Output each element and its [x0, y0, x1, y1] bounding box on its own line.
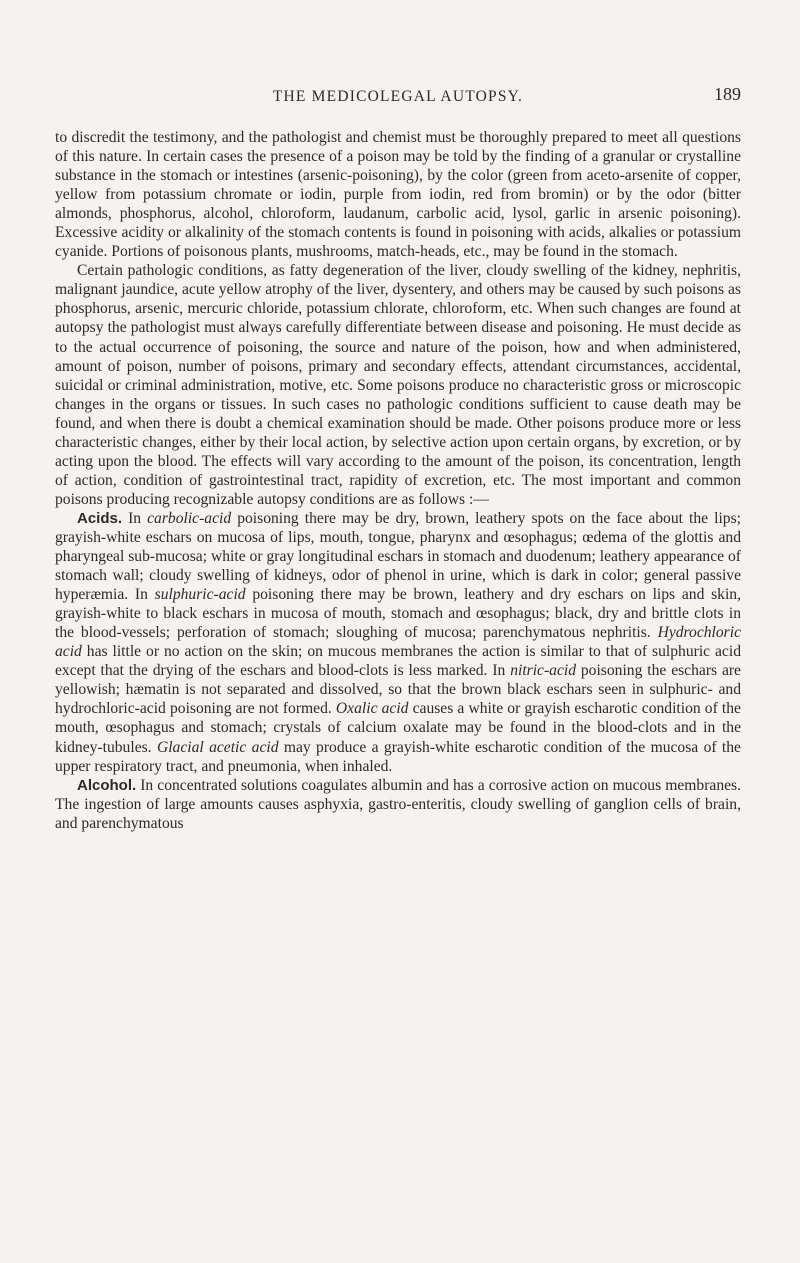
acids-text-5: poisoning the eschars are yellowish; hæmatin is not separated and dissolved, so that the brown black eschars seen in sulphuric- and hydrochloric-acid poisoning are not formed. — [55, 662, 741, 718]
running-title: THE MEDICOLEGAL AUTOPSY. — [272, 88, 524, 105]
acids-term-nitric: nitric-acid — [510, 662, 577, 680]
acids-heading: Acids. — [77, 509, 123, 527]
page-number: 189 — [714, 84, 741, 104]
page-header — [55, 84, 741, 118]
body-text — [55, 128, 741, 833]
acids-term-hydrochloric: Hydrochloric acid — [55, 624, 741, 661]
alcohol-text: In concentrated solutions coagulates albumin and has a corrosive action on mucous membranes. The ingestion of large amounts causes asphyxia, gastro-enteritis, cloudy swelling of ganglion cells of brain, and parenchymatous — [55, 776, 741, 832]
acids-text-7: may produce a grayish-white escharotic condition of the mucosa of the upper respiratory tract, and pneumonia, when inhaled. — [55, 738, 741, 775]
acids-text-3: poisoning there may be brown, leathery and dry eschars on lips and skin, grayish-white to black eschars in mucosa of mouth, stomach and œsophagus; black, dry and brittle clots in the blood-vessels; perforation of stomach; sloughing of mucosa; parenchymatous nephritis. — [55, 586, 741, 642]
acids-term-sulphuric: sulphuric-acid — [154, 586, 246, 604]
alcohol-heading: Alcohol. — [77, 776, 137, 794]
acids-term-oxalic: Oxalic acid — [335, 700, 409, 718]
paragraph-poison-detection: to discredit the testimony, and the pathologist and chemist must be thoroughly prepared to meet all questions of this nature. In certain cases the presence of a poison may be told by the finding of a granular or crystalline substance in the stomach or intestines (arsenic-poisoning), by the color (green from aceto-arsenite of copper, yellow from potassium chromate or iodin, purple from iodin, red from bromin) or by the odor (bitter almonds, phosphorus, alcohol, chloroform, laudanum, carbolic acid, lysol, garlic in arsenic poisoning). Excessive acidity or alkalinity of the stomach contents is found in poisoning with acids, alkalies or potassium cyanide. Portions of poisonous plants, mushrooms, match-heads, etc., may be found in the stomach. — [55, 129, 741, 261]
acids-text-6: causes a white or grayish escharotic condition of the mouth, œsophagus and stomach; crystals of calcium oxalate may be found in the blood-clots and in the kidney-tubules. — [55, 700, 741, 756]
section-alcohol — [55, 776, 741, 833]
acids-text-2: poisoning there may be dry, brown, leathery spots on the face about the lips; grayish-white eschars on mucosa of lips, mouth, tongue, pharynx and œsophagus; œdema of the glottis and pharyngeal sub-mucosa; white or gray longitudinal eschars in stomach and duodenum; leathery appearance of stomach wall; cloudy swelling of kidneys, odor of phenol in urine, which is dark in color; general passive hyperæmia. In — [55, 509, 741, 604]
acids-text-4: has little or no action on the skin; on mucous membranes the action is similar to that of sulphuric acid except that the drying of the eschars and blood-clots is less marked. In — [55, 643, 741, 680]
acids-term-acetic: Glacial acetic acid — [156, 738, 279, 756]
section-acids — [55, 509, 741, 776]
book-page — [55, 84, 741, 833]
paragraph-pathologic-conditions: Certain pathologic conditions, as fatty degeneration of the liver, cloudy swelling of the kidney, nephritis, malignant jaundice, acute yellow atrophy of the liver, dysentery, and others may be caused by such poisons as phosphorus, arsenic, mercuric chloride, potassium chlorate, chloroform, etc. When such changes are found at autopsy the pathologist must always carefully differentiate between disease and poisoning. He must decide as to the actual occurrence of poisoning, the source and nature of the poison, how and when administered, amount of poison, number of poisons, primary and secondary effects, attendant circumstances, accidental, suicidal or criminal administration, motive, etc. Some poisons produce no characteristic gross or microscopic changes in the organs or tissues. In such cases no pathologic conditions sufficient to cause death may be found, and when there is doubt a chemical examination should be made. Other poisons produce more or less characteristic changes, either by their local action, by selective action upon certain organs, by excretion, or by acting upon the blood. The effects will vary according to the amount of the poison, its concentration, length of action, condition of gastrointestinal tract, rapidity of excretion, etc. The most important and common poisons producing recognizable autopsy conditions are as follows :— — [55, 262, 741, 508]
acids-text-1: In — [122, 509, 148, 527]
acids-term-carbolic: carbolic-acid — [147, 509, 232, 527]
